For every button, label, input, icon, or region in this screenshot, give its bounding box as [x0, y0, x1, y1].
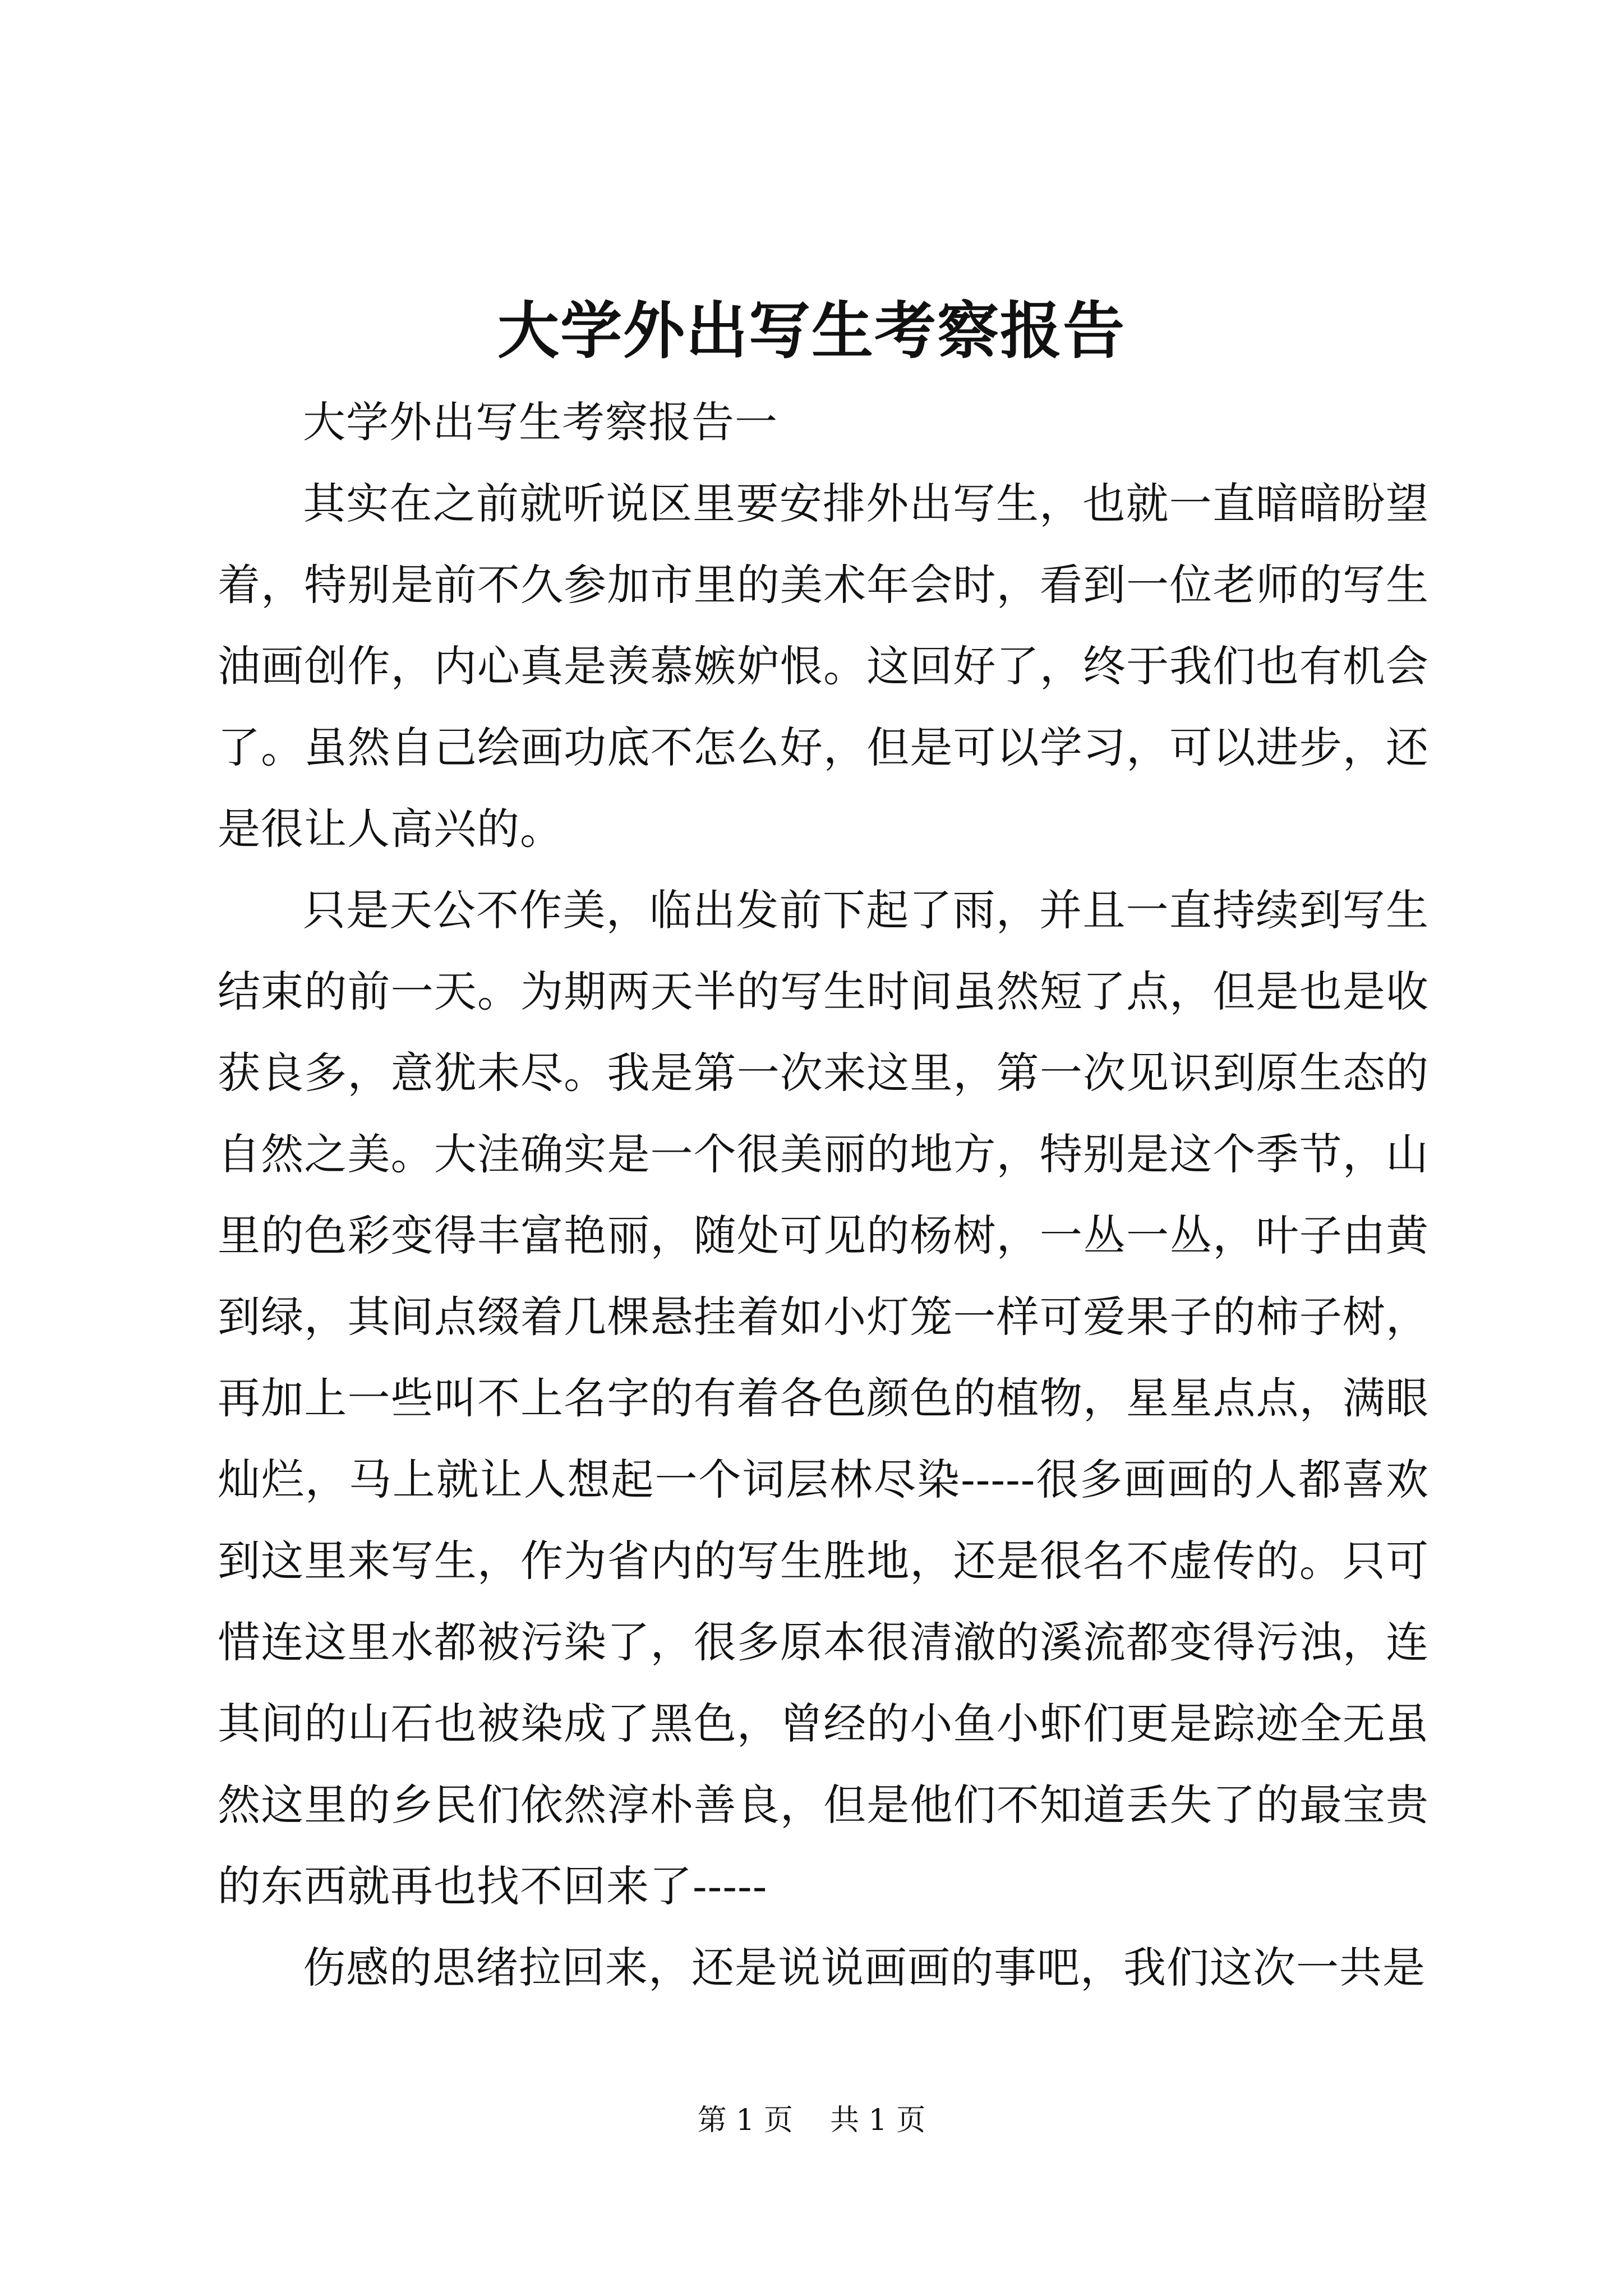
- document-title: 大学外出写生考察报告: [497, 295, 1126, 367]
- paragraph-1: 其实在之前就听说区里要安排外出写生，也就一直暗暗盼望着，特别是前不久参加市里的美术年会时，看到一位老师的写生油画创作，内心真是羡慕嫉妒恨。这回好了，终于我们也有机会了。虽然自己绘画功底不怎么好，但是可以学习，可以进步，还是很让人高兴的。: [218, 478, 1429, 854]
- document-body: [218, 381, 1429, 2008]
- paragraph-2: 只是天公不作美，临出发前下起了雨，并且一直持续到写生结束的前一天。为期两天半的写生时间虽然短了点，但是也是收获良多，意犹未尽。我是第一次来这里，第一次见识到原生态的自然之美。大洼确实是一个很美丽的地方，特别是这个季节，山里的色彩变得丰富艳丽，随处可见的杨树，一丛一丛，叶子由黄到绿，其间点缀着几棵悬挂着如小灯笼一样可爱果子的柿子树，再加上一些叫不上名字的有着各色颜色的植物，星星点点，满眼灿烂，马上就让人想起一个词层林尽染-----很多画画的人都喜欢到这里来写生，作为省内的写生胜地，还是很名不虚传的。只可惜连这里水都被污染了，很多原本很清澈的溪流都变得污浊，连其间的山石也被染成了黑色，曾经的小鱼小虾们更是踪迹全无虽然这里的乡民们依然淳朴善良，但是他们不知道丢失了的最宝贵的东西就再也找不回来了-----: [218, 885, 1429, 1911]
- paragraph-3: 伤感的思绪拉回来，还是说说画画的事吧，我们这次一共是: [303, 1943, 1426, 1993]
- document-subtitle: 大学外出写生考察报告一: [303, 397, 778, 447]
- page-footer: [0, 2101, 1623, 2140]
- total-pages: 共 1 页: [830, 2104, 926, 2137]
- page-number: 第 1 页: [697, 2104, 793, 2137]
